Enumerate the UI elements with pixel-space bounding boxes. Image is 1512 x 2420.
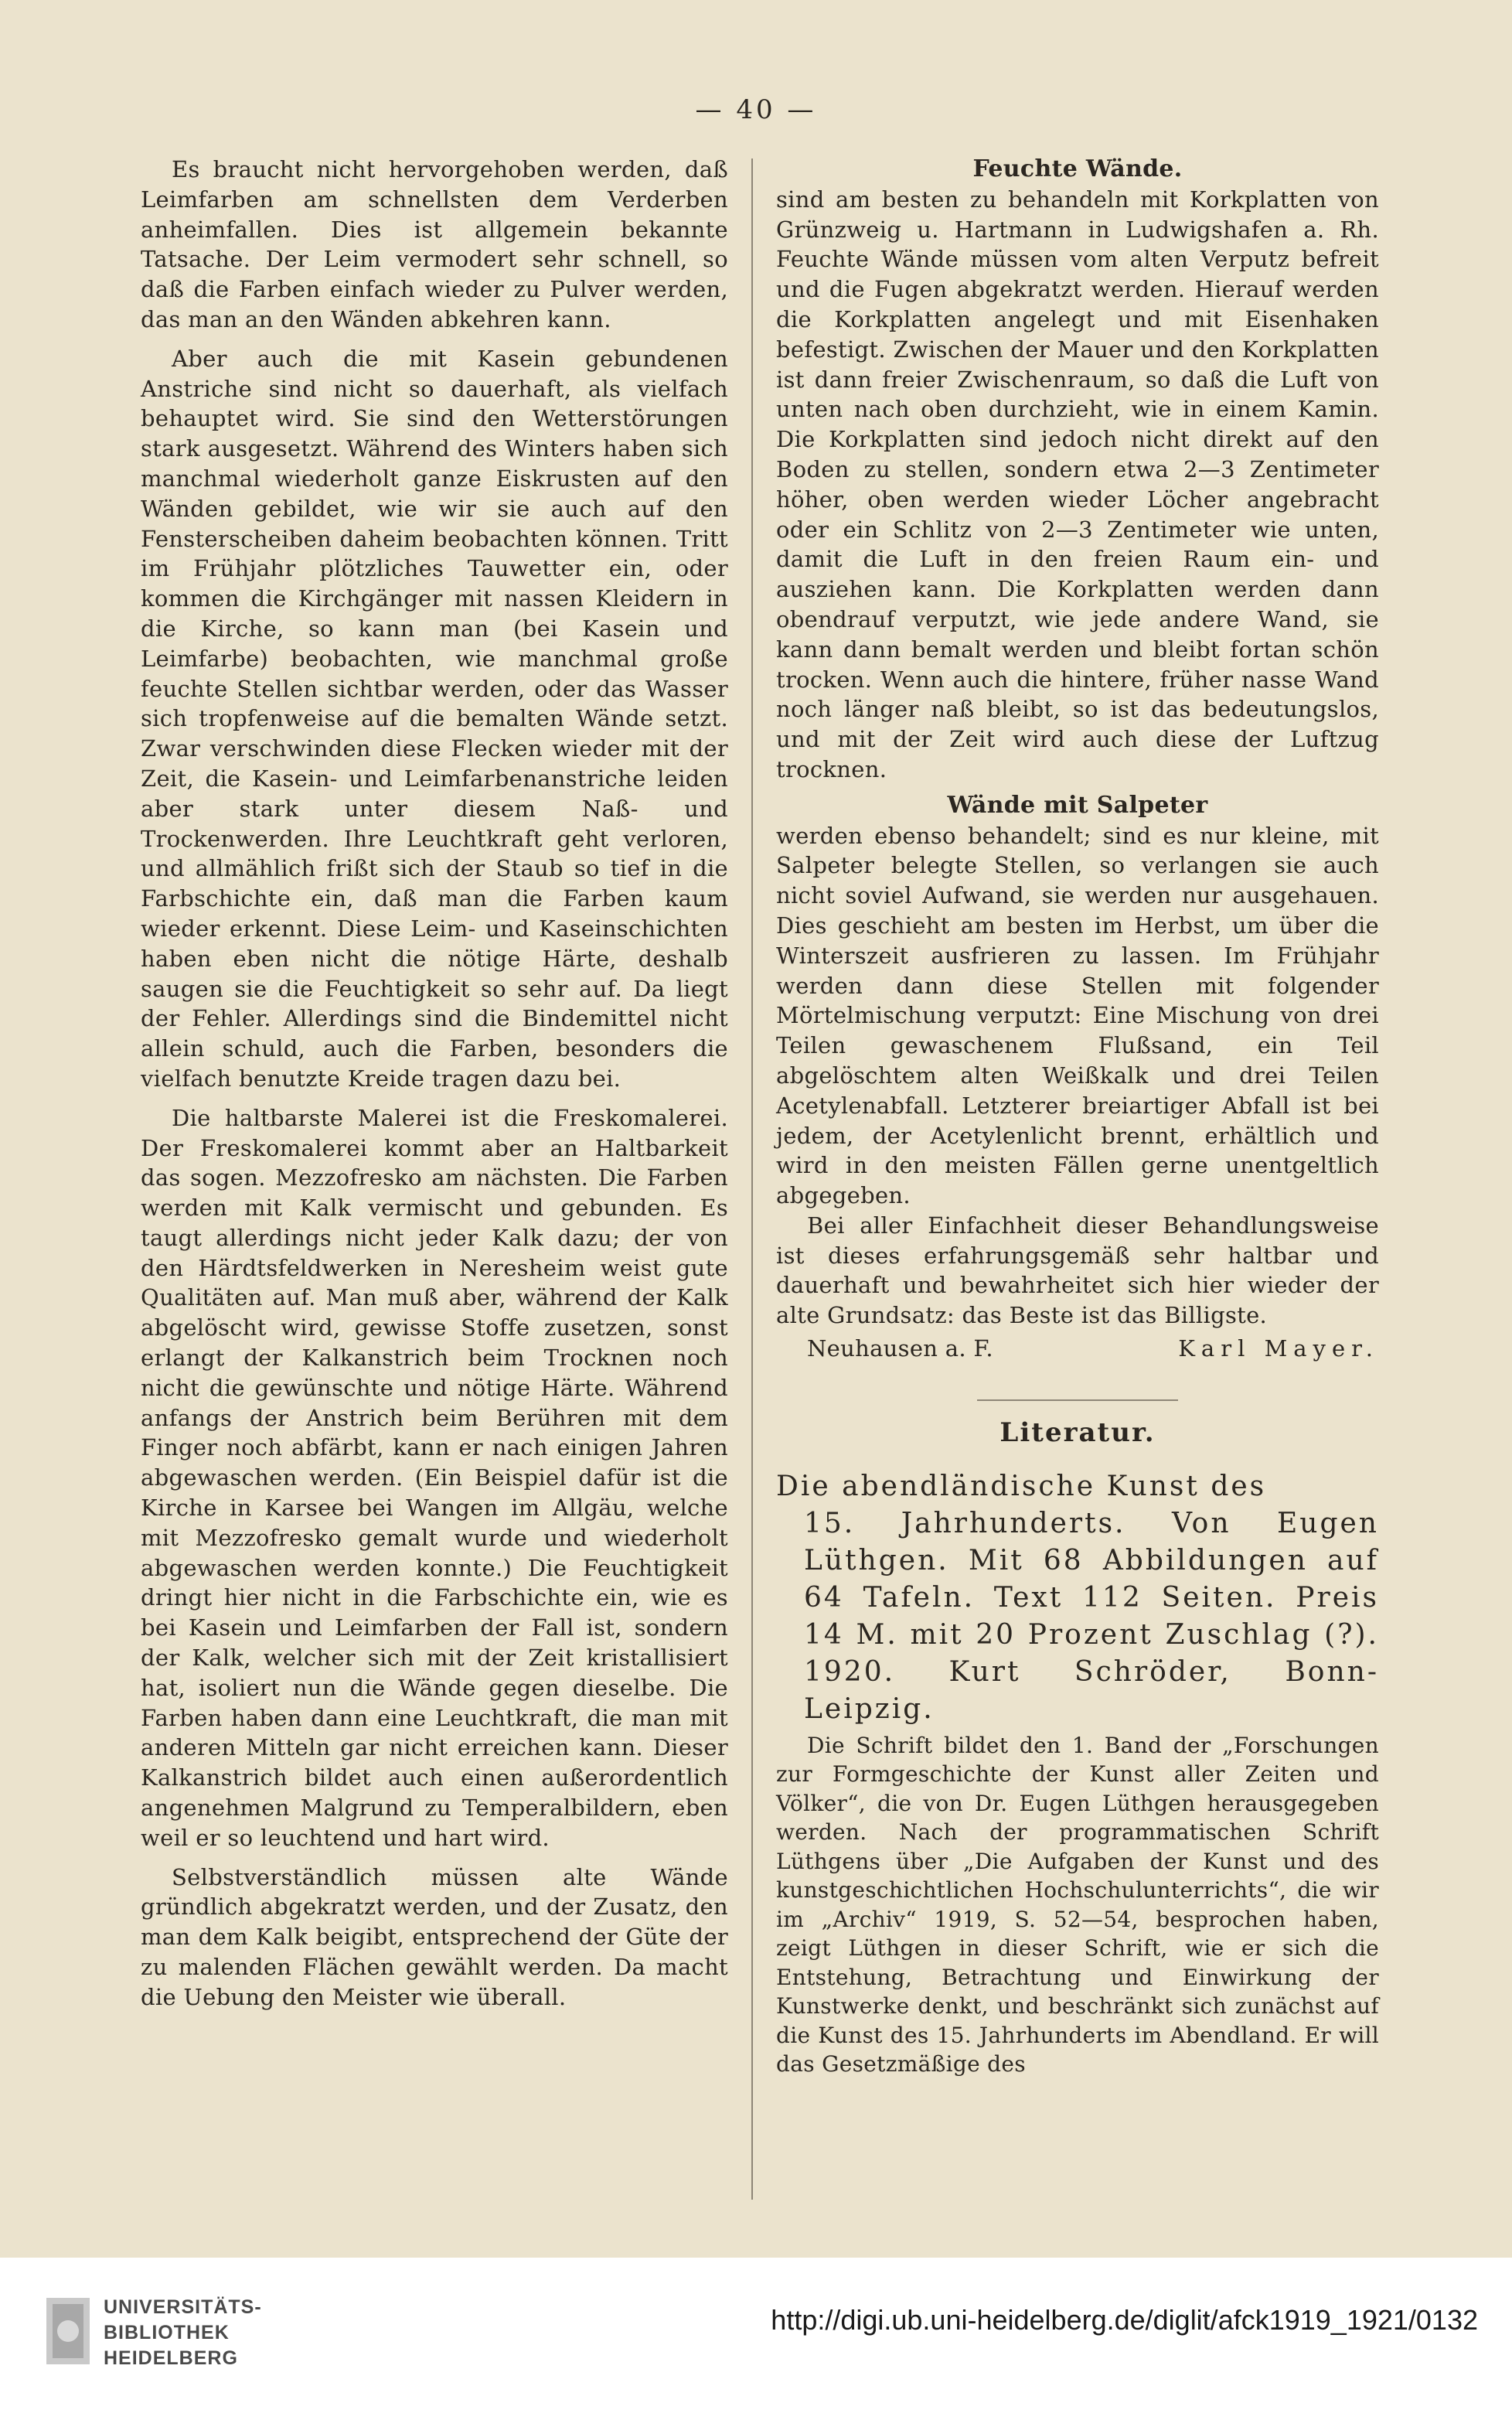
institution-name [104, 2295, 262, 2371]
institution-line-1: UNIVERSITÄTS- [104, 2296, 262, 2318]
literature-book-title [776, 1468, 1379, 1728]
institution-line-2: BIBLIOTHEK [104, 2322, 230, 2343]
signature-name: Karl Mayer. [1178, 1335, 1379, 1362]
right-paragraph-2: werden ebenso behandelt; sind es nur kleine, mit Salpeter belegte Stellen, so verlangen sie auch nicht soviel Aufwand, sie werden nur ausgehauen. Dies geschieht am besten im Herbst, um über die Winterszeit ausfrieren zu lassen. Im Frühjahr werden dann diese Stellen mit folgender Mörtelmischung verputzt: Eine Mischung von drei Teilen gewaschenem Flußsand, ein Teil abgelöschtem alten Weißkalk und drei Teilen Acetylenabfall. Letzterer breiartiger Abfall ist bei jedem, der Acetylenlicht brennt, erhältlich und wird in den meisten Fällen gerne unentgeltlich abgegeben. [776, 822, 1379, 1209]
literature-title-rest: 15. Jahrhunderts. Von Eugen Lüthgen. Mit 68 Abbildungen auf 64 Tafeln. Text 112 Seiten. Preis 14 M. mit 20 Prozent Zuschlag (?). 1920. Kurt Schröder, Bonn-Leipzig. [804, 1507, 1379, 1725]
page-number: — 40 — [695, 94, 817, 125]
left-paragraph-3: Die haltbarste Malerei ist die Freskomalerei. Der Freskomalerei kommt aber an Haltbarkeit das sogen. Mezzofresko am nächsten. Die Farben werden mit Kalk vermischt und gebunden. Es taugt allerdings nicht jeder Kalk dazu; der von den Härdtsfeldwerken in Neresheim weist gute Qualitäten auf. Man muß aber, während der Kalk abgelöscht wird, gewisse Stoffe zusetzen, sonst erlangt der Kalkanstrich beim Trocknen noch nicht die gewünschte und nötige Härte. Während anfangs der Anstrich beim Berühren mit dem Finger noch abfärbt, kann er nach einigen Jahren abgewaschen werden. (Ein Beispiel dafür ist die Kirche in Karsee bei Wangen im Allgäu, welche mit Mezzofresko gemalt wurde und wiederholt abgewaschen werden konnte.) Die Feuchtigkeit dringt hier nicht in die Farbschichte ein, wie es bei Kasein und Leimfarben der Fall ist, sondern der Kalk, welcher sich mit der Zeit kristallisiert hat, isoliert nun die Wände gegen dieselbe. Die Farben haben dann eine Leuchtkraft, die man mit anderen Mitteln gar nicht erreichen kann. Dieser Kalkanstrich bildet auch einen außerordentlich angenehmen Malgrund zu Temperalbildern, eben weil er so leuchtend und hart wird. [141, 1104, 728, 1851]
column-divider [751, 158, 753, 2200]
institution-line-3: HEIDELBERG [104, 2347, 238, 2369]
right-paragraph-3: Bei aller Einfachheit dieser Behandlungsweise ist dieses erfahrungsgemäß sehr haltbar und dauerhaft und bewahrheitet sich hier wieder der alte Grundsatz: das Beste ist das Billigste. [776, 1212, 1379, 1329]
right-paragraph-1: sind am besten zu behandeln mit Korkplatten von Grünzweig u. Hartmann in Ludwigshafen a. Rh. Feuchte Wände müssen vom alten Verputz befreit und die Fugen abgekratzt werden. Hierauf werden die Korkplatten angelegt und mit Eisenhaken befestigt. Zwischen der Mauer und den Korkplatten ist dann freier Zwischenraum, so daß die Luft von unten nach oben durchzieht, wie in einem Kamin. Die Korkplatten sind jedoch nicht direkt auf den Boden zu stellen, sondern etwa 2—3 Zentimeter höher, oben werden wieder Löcher angebracht oder ein Schlitz von 2—3 Zentimeter wie unten, damit die Luft in den freien Raum ein- und ausziehen kann. Die Korkplatten werden dann obendrauf verputzt, wie jede andere Wand, sie kann dann bemalt werden und bleibt fortan schön trocken. Wenn auch die hintere, früher nasse Wand noch länger naß bleibt, so ist das bedeutungslos, und mit der Zeit wird auch diese der Luftzug trocknen. [776, 186, 1379, 782]
literature-review-text: Die Schrift bildet den 1. Band der „Forschungen zur Formgeschichte der Kunst aller Zeiten und Völker“, die von Dr. Eugen Lüthgen herausgegeben werden. Nach der programmatischen Schrift Lüthgens über „Die Aufgaben der Kunst und des kunstgeschichtlichen Hochschulunterrichts“, die wir im „Archiv“ 1919, S. 52—54, besprochen haben, zeigt Lüthgen in dieser Schrift, wie er sich die Entstehung, Betrachtung und Einwirkung der Kunstwerke denkt, und beschränkt sich zunächst auf die Kunst des 15. Jahrhunderts im Abendland. Er will das Gesetzmäßige des [776, 1732, 1379, 2077]
university-seal-icon [45, 2296, 91, 2366]
literature-heading: Literatur. [999, 1416, 1156, 1448]
left-paragraph-2: Aber auch die mit Kasein gebundenen Anstriche sind nicht so dauerhaft, als vielfach behauptet wird. Sie sind den Wetterstörungen stark ausgesetzt. Während des Winters haben sich manchmal wiederholt ganze Eiskrusten auf den Wänden gebildet, wie wir sie auch auf den Fensterscheiben daheim beobachten können. Tritt im Frühjahr plötzliches Tauwetter ein, oder kommen die Kirchgänger mit nassen Kleidern in die Kirche, so kann man (bei Kasein und Leimfarbe) beobachten, wie manchmal große feuchte Stellen sichtbar werden, oder das Wasser sich tropfenweise auf die bemalten Wände setzt. Zwar verschwinden diese Flecken wieder mit der Zeit, die Kasein- und Leimfarbenanstriche leiden aber stark unter diesem Naß- und Trockenwerden. Ihre Leuchtkraft geht verloren, und allmählich frißt sich der Staub so tief in die Farbschichte ein, daß man die Farben kaum wieder erkennt. Diese Leim- und Kaseinschichten haben eben nicht die nötige Härte, deshalb saugen sie die Feuchtigkeit so sehr auf. Da liegt der Fehler. Allerdings sind die Bindemittel nicht allein schuld, auch die Farben, besonders die vielfach benutzte Kreide tragen dazu bei. [141, 345, 728, 1092]
left-paragraph-4: Selbstverständlich müssen alte Wände gründlich abgekratzt werden, und der Zusatz, den man dem Kalk beigibt, entsprechend der Güte der zu malenden Flächen gewählt werden. Da macht die Uebung den Meister wie überall. [141, 1863, 728, 2010]
literature-title-line1: Die abendländische Kunst des [776, 1470, 1267, 1502]
heading-waende-mit-salpeter: Wände mit Salpeter [947, 791, 1208, 819]
signature-place: Neuhausen a. F. [807, 1335, 993, 1362]
signature [776, 1334, 1379, 1364]
left-paragraph-1: Es braucht nicht hervorgehoben werden, daß Leimfarben am schnellsten dem Verderben anheimfallen. Dies ist allgemein bekannte Tatsache. Der Leim vermodert sehr schnell, so daß die Farben einfach wieder zu Pulver werden, das man an den Wänden abkehren kann. [141, 156, 728, 332]
heading-feuchte-waende: Feuchte Wände. [972, 155, 1183, 182]
section-rule [977, 1399, 1178, 1401]
source-url[interactable]: http://digi.ub.uni-heidelberg.de/diglit/afck1919_1921/0132 [771, 2304, 1478, 2336]
left-column [141, 155, 728, 2022]
right-column [776, 155, 1379, 2088]
